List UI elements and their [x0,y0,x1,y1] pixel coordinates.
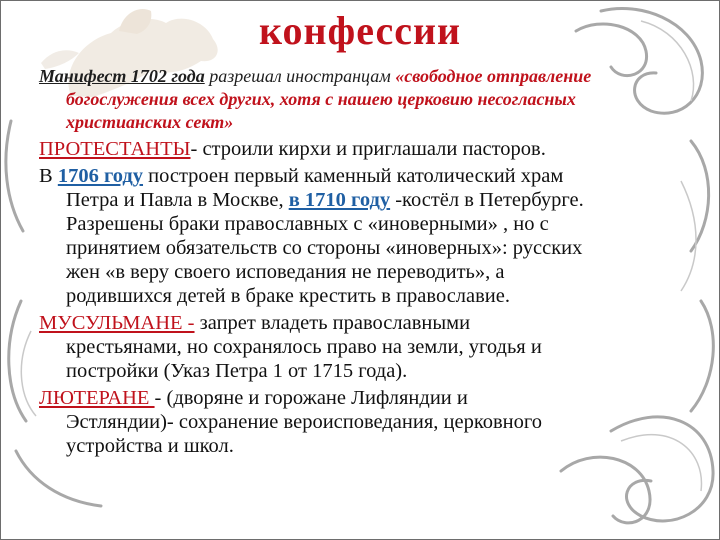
catholic-text: построен первый каменный католический храм [143,165,564,187]
protestants-heading: ПРОТЕСТАНТЫ [39,138,191,160]
muslims-line: крестьянами, но сохранялось право на земли, угодья и [66,336,542,358]
lutherans-line: устройства и школ. [66,435,234,457]
slide-body [39,65,699,458]
protestants-paragraph [39,137,699,161]
lutherans-paragraph [39,386,699,458]
manifest-quote-2: богослужения всех других, хотя с нашею церковию несогласных [66,89,576,109]
muslims-heading: МУСУЛЬМАНЕ - [39,312,195,334]
catholic-text: -костёл в Петербурге. [390,189,584,211]
manifest-title: Манифест 1702 года [39,66,205,86]
manifest-quote-1: «свободное отправление [395,66,592,86]
manifest-quote-3: христианских сект» [66,112,234,132]
catholic-line: жен «в веру своего исповедания не переводить», а [66,261,505,283]
slide-title: конфессии [258,8,462,53]
muslims-paragraph [39,311,699,383]
lutherans-text: - (дворяне и горожане Лифляндии и [154,387,468,409]
catholic-text: В [39,165,58,187]
muslims-line: постройки (Указ Петра 1 от 1715 года). [66,360,408,382]
catholic-paragraph [39,164,699,308]
catholic-line: родившихся детей в браке крестить в православие. [66,285,511,307]
manifest-text: разрешал иностранцам [204,66,396,86]
lutherans-line: Эстляндии)- сохранение вероисповедания, церковного [66,411,543,433]
protestants-text: - строили кирхи и приглашали пасторов. [190,138,546,160]
catholic-line: принятием обязательств со стороны «иноверных»: русских [66,237,583,259]
catholic-line: Разрешены браки православных с «иноверными» , но с [66,213,549,235]
catholic-text: Петра и Павла в Москве, [66,189,289,211]
year-1710: в 1710 году [288,189,391,211]
muslims-text: запрет владеть православными [194,312,471,334]
manifest-paragraph [39,65,699,134]
year-1706: 1706 году [57,165,144,187]
lutherans-heading: ЛЮТЕРАНЕ [39,387,155,409]
